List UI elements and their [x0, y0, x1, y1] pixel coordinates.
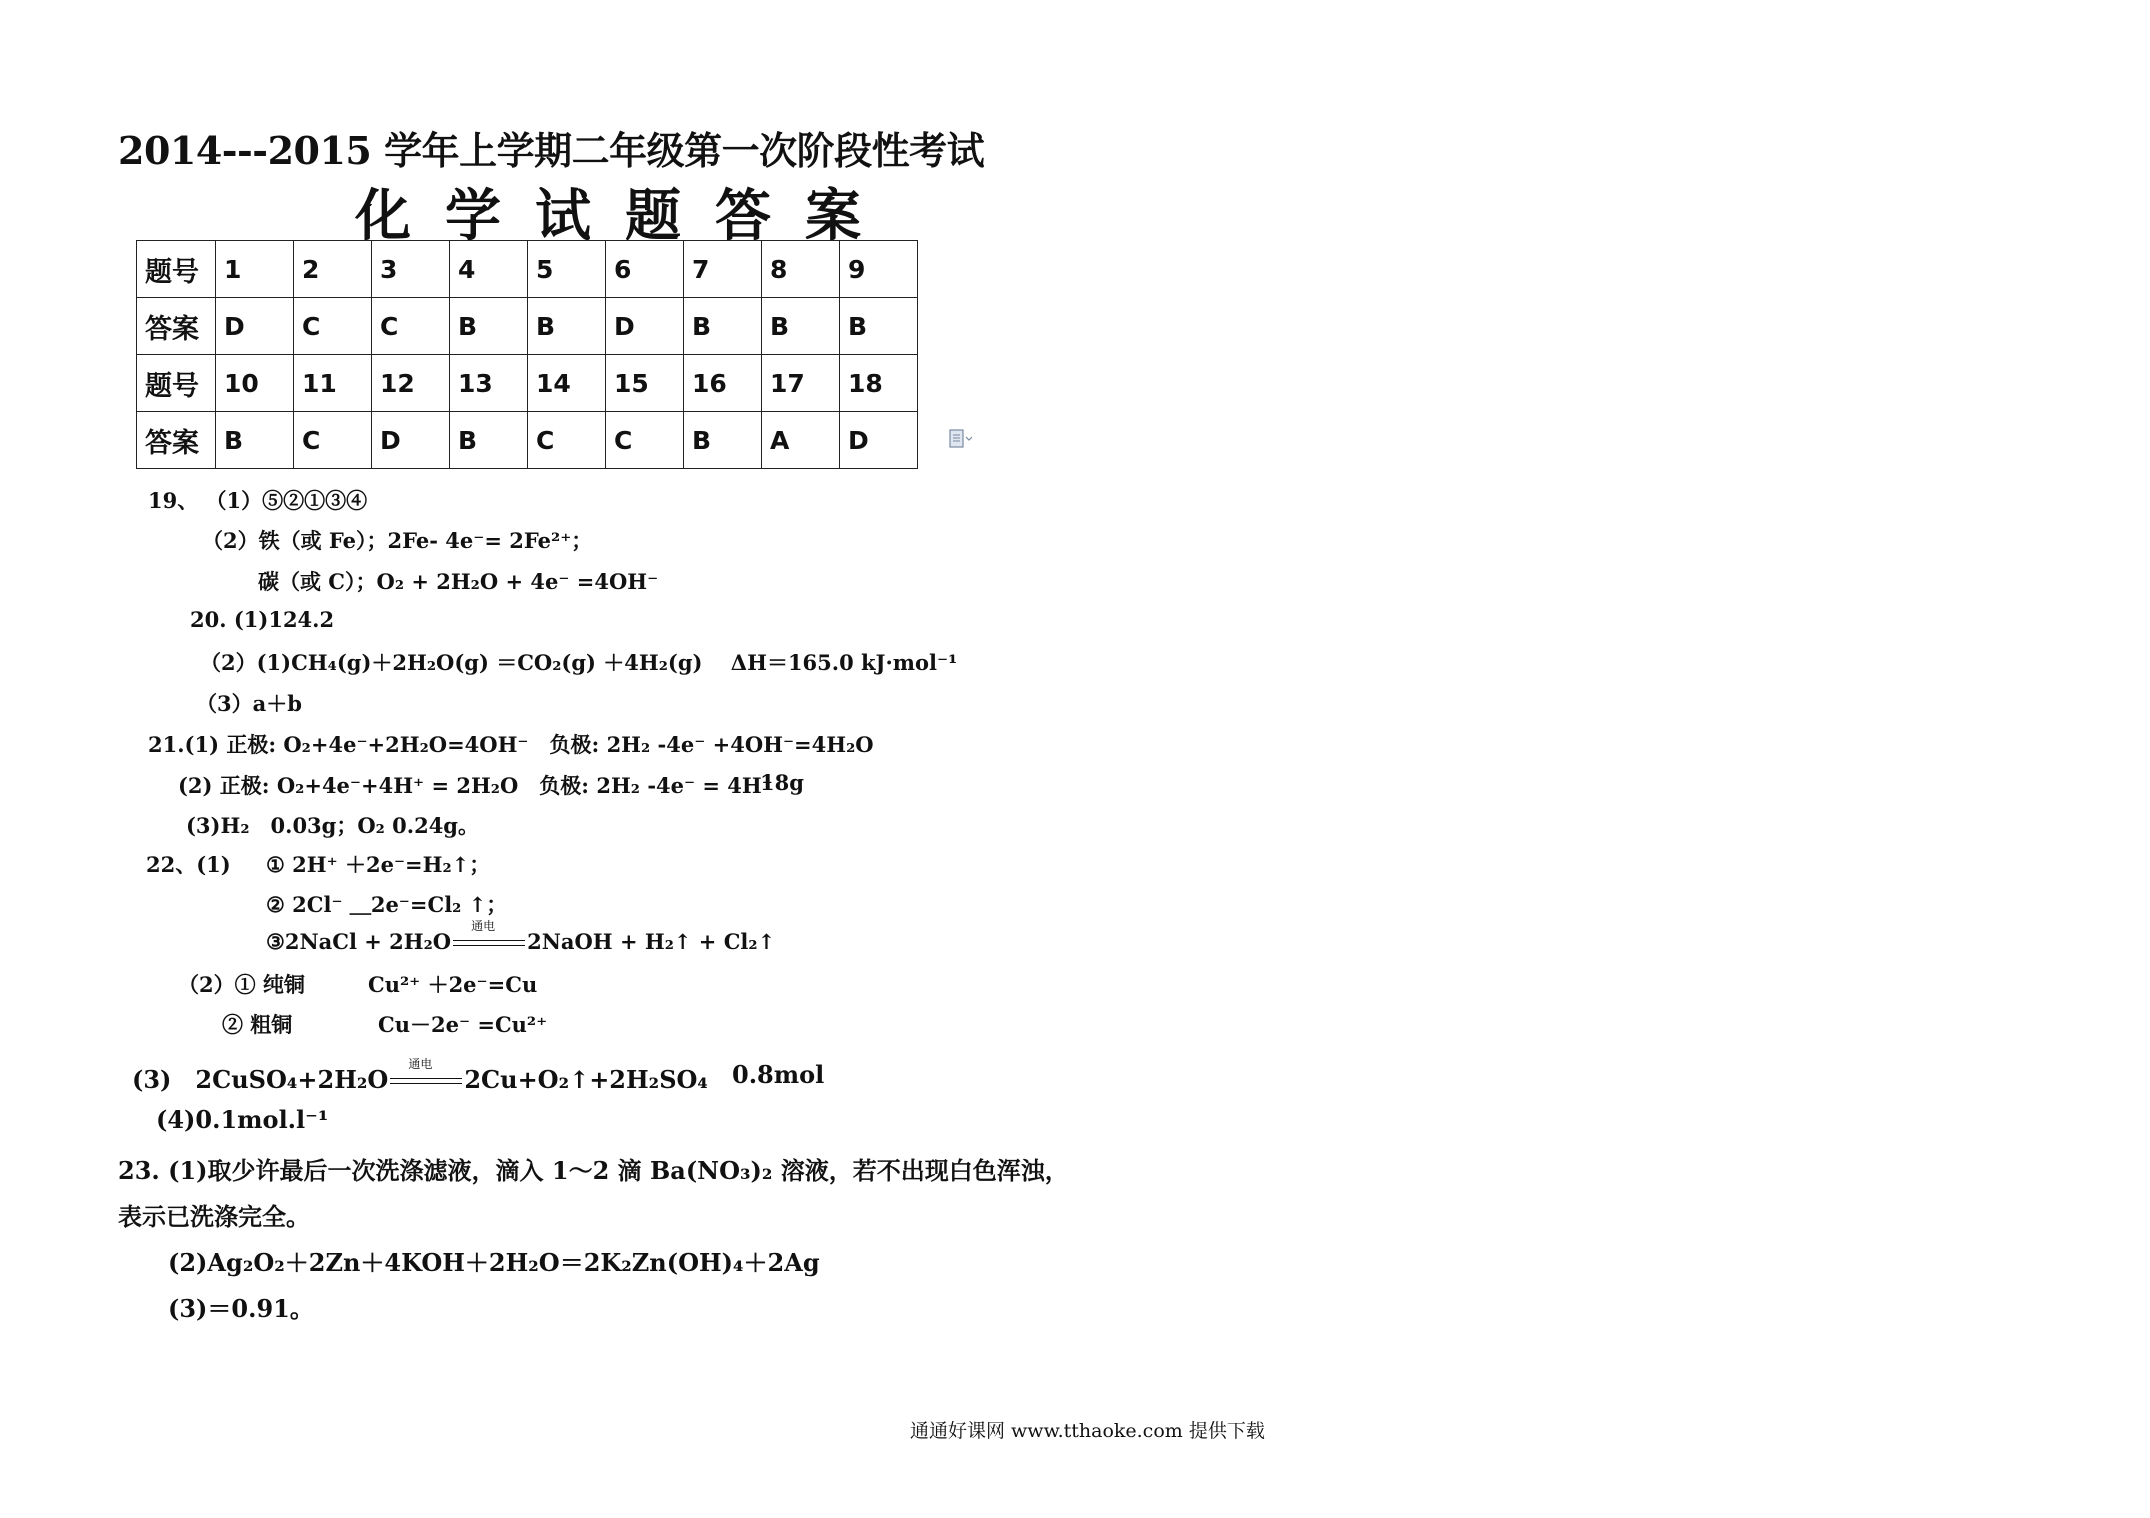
answer-22-label: 22、(1) — [146, 852, 231, 877]
table-cell: D — [216, 298, 294, 355]
table-cell: D — [372, 412, 450, 469]
table-cell: 10 — [216, 355, 294, 412]
page-title: 2014---2015 学年上学期二年级第一次阶段性考试 — [118, 128, 985, 173]
table-cell: 4 — [450, 241, 528, 298]
answer-21-2: (2) 正极: O₂+4e⁻+4H⁺ = 2H₂O 负极: 2H₂ -4e⁻ = 4H⁺ — [178, 773, 773, 798]
answer-22-1c-right: 2NaOH + H₂↑ + Cl₂↑ — [527, 929, 776, 954]
answer-22-3-right: 2Cu+O₂↑+2H₂SO₄ — [464, 1065, 708, 1094]
table-row — [137, 355, 918, 412]
answer-22-2a-label: （2）① 纯铜 — [178, 972, 305, 997]
table-row-header: 题号 — [137, 241, 216, 298]
table-cell: 18 — [840, 355, 918, 412]
table-cell: B — [216, 412, 294, 469]
answer-21-2-mass: 18g — [760, 770, 804, 795]
answer-19-1: 19、 （1）⑤②①③④ — [148, 488, 368, 513]
table-cell: 5 — [528, 241, 606, 298]
table-row — [137, 412, 918, 469]
answer-22-1b: ② 2Cl⁻ ＿2e⁻=Cl₂ ↑； — [266, 892, 508, 917]
table-cell: B — [684, 298, 762, 355]
answer-22-1c-left: ③2NaCl + 2H₂O — [266, 929, 452, 954]
table-cell: A — [762, 412, 840, 469]
answer-20-2: （2）(1)CH₄(g)＋2H₂O(g) ＝CO₂(g) ＋4H₂(g) ΔH＝165.0 kJ·mol⁻¹ — [200, 650, 958, 675]
answer-22-4: (4)0.1mol.l⁻¹ — [156, 1105, 329, 1134]
answer-23-3: (3)＝0.91。 — [168, 1294, 314, 1323]
table-cell: 15 — [606, 355, 684, 412]
answer-23-1b: 表示已洗涤完全。 — [118, 1202, 310, 1231]
table-cell: 3 — [372, 241, 450, 298]
table-cell: D — [840, 412, 918, 469]
table-cell: 13 — [450, 355, 528, 412]
table-cell: C — [606, 412, 684, 469]
table-cell: C — [294, 298, 372, 355]
table-row-header: 答案 — [137, 298, 216, 355]
answer-22-2b-label: ② 粗铜 — [222, 1012, 293, 1037]
answer-20-3: （3）a＋b — [196, 691, 302, 716]
reaction-arrow — [453, 918, 525, 951]
reaction-arrow — [390, 1056, 462, 1089]
table-row-header: 题号 — [137, 355, 216, 412]
table-cell: 12 — [372, 355, 450, 412]
table-row-header: 答案 — [137, 412, 216, 469]
table-cell: C — [372, 298, 450, 355]
table-cell: B — [528, 298, 606, 355]
answer-22-2a-eq: Cu²⁺ ＋2e⁻=Cu — [368, 972, 538, 997]
table-cell: B — [762, 298, 840, 355]
document-icon[interactable] — [947, 428, 973, 454]
reaction-condition: 通电 — [408, 1056, 433, 1071]
table-cell: 9 — [840, 241, 918, 298]
table-cell: 14 — [528, 355, 606, 412]
table-cell: C — [528, 412, 606, 469]
page-subtitle: 化学试题答案 — [355, 183, 895, 249]
answer-19-2b: 碳（或 C）；O₂ + 2H₂O + 4e⁻ =4OH⁻ — [258, 569, 659, 594]
answer-21-1: 21.(1) 正极: O₂+4e⁻+2H₂O=4OH⁻ 负极: 2H₂ -4e⁻ +4OH⁻=4H₂O — [148, 732, 874, 757]
table-cell: 1 — [216, 241, 294, 298]
answer-23-2: (2)Ag₂O₂＋2Zn＋4KOH＋2H₂O＝2K₂Zn(OH)₄＋2Ag — [168, 1248, 820, 1277]
answer-22-3-left: (3) 2CuSO₄+2H₂O — [132, 1065, 389, 1094]
table-cell: 17 — [762, 355, 840, 412]
table-cell: B — [450, 298, 528, 355]
answer-22-2b-eq: Cu－2e⁻ =Cu²⁺ — [378, 1012, 548, 1037]
table-cell: B — [684, 412, 762, 469]
table-cell: 6 — [606, 241, 684, 298]
table-cell: 7 — [684, 241, 762, 298]
table-cell: D — [606, 298, 684, 355]
table-row — [137, 241, 918, 298]
reaction-condition: 通电 — [471, 918, 496, 933]
answer-19-2a: （2）铁（或 Fe）；2Fe- 4e⁻= 2Fe²⁺； — [202, 528, 593, 553]
answer-table — [136, 240, 918, 469]
answer-22-3 — [132, 1056, 708, 1095]
answer-22-1a: ① 2H⁺ ＋2e⁻=H₂↑； — [266, 852, 491, 877]
answer-22-3-mol: 0.8mol — [732, 1060, 825, 1089]
answer-20-1: 20. (1)124.2 — [190, 607, 335, 632]
table-cell: 2 — [294, 241, 372, 298]
footer-credit: 通通好课网 www.tthaoke.com 提供下载 — [910, 1420, 1265, 1442]
table-row — [137, 298, 918, 355]
table-cell: C — [294, 412, 372, 469]
table-cell: 8 — [762, 241, 840, 298]
answer-21-3: (3)H₂ 0.03g；O₂ 0.24g。 — [186, 813, 479, 838]
table-cell: B — [840, 298, 918, 355]
answer-23-1a: 23. (1)取少许最后一次洗涤滤液，滴入 1～2 滴 Ba(NO₃)₂ 溶液，若不出现白色浑浊， — [118, 1156, 1069, 1185]
table-cell: 11 — [294, 355, 372, 412]
table-cell: B — [450, 412, 528, 469]
table-cell: 16 — [684, 355, 762, 412]
answer-22-1c — [266, 918, 776, 954]
